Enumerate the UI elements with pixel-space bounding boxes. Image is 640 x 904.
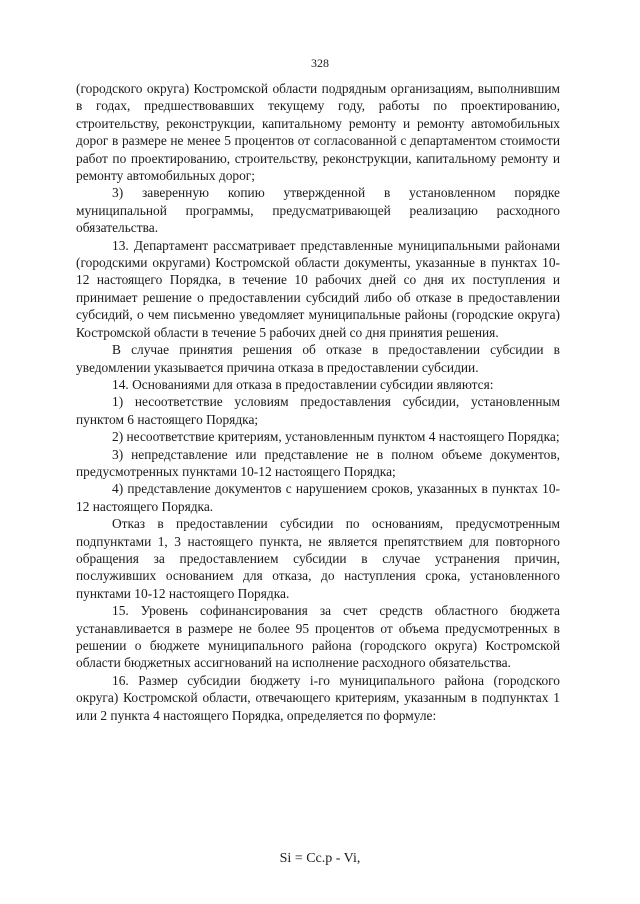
subsidy-formula: Si = Cc.p - Vi,: [279, 851, 361, 866]
paragraph-refusal-notice: В случае принятия решения об отказе в предоставлении субсидии в уведомлении указывается причина отказа в предоставлении субсидии.: [76, 342, 560, 375]
page-number: 328: [311, 56, 329, 70]
paragraph-clause-13: 13. Департамент рассматривает представленные муниципальными районами (городскими округами) Костромской области документы, указанные в пунктах 10-12 настоящего Порядка, в течение 10 рабочих дней со дня их поступления и принимает решение о предоставлении субсидий либо об отказе в предоставлении субсидий, о чем письменно уведомляет муниципальные районы (городские округа) Костромской области в течение 5 рабочих дней со дня принятия решения.: [76, 237, 560, 340]
paragraph-ground-2: 2) несоответствие критериям, установленным пунктом 4 настоящего Порядка;: [112, 429, 560, 445]
paragraph-ground-3: 3) непредставление или представление не в полном объеме документов, предусмотренных пунктами 10-12 настоящего Порядка;: [76, 446, 560, 479]
paragraph-ground-4: 4) представление документов с нарушением сроков, указанных в пунктах 10-12 настоящего Порядка.: [76, 481, 560, 514]
paragraph-intro-continuation: (городского округа) Костромской области подрядным организациям, выполнившим в годах, предшествовавших текущему году, работы по проектированию, строительству, реконструкции, капитальному ремонту и ремонту автомобильных дорог в размере не менее 5 процентов от согласованной с департаментом стоимости работ по проектированию, строительству, реконструкции, капитальному ремонту и ремонту автомобильных дорог;: [76, 81, 560, 184]
paragraph-clause-14: 14. Основаниями для отказа в предоставлении субсидии являются:: [112, 376, 494, 392]
paragraph-ground-1: 1) несоответствие условиям предоставления субсидии, установленным пунктом 6 настоящего Порядка;: [76, 394, 560, 427]
document-body: [76, 80, 560, 724]
paragraph-clause-15: 15. Уровень софинансирования за счет средств областного бюджета устанавливается в размере не более 95 процентов от объема предусмотренных в решении о бюджете муниципального района (городского округа) Костромской области бюджетных ассигнований на исполнение расходного обязательства.: [76, 603, 560, 671]
paragraph-item-3-program-copy: 3) заверенную копию утвержденной в установленном порядке муниципальной программы, предусматривающей реализацию расходного обязательства.: [76, 185, 560, 236]
paragraph-clause-16: 16. Размер субсидии бюджету i-го муниципального района (городского округа) Костромской области, отвечающего критериям, указанным в подпунктах 1 или 2 пункта 4 настоящего Порядка, определяется по формуле:: [76, 672, 560, 723]
paragraph-reapplication: Отказ в предоставлении субсидии по основаниям, предусмотренным подпунктами 1, 3 настоящего пункта, не является препятствием для повторного обращения за предоставлением субсидии в случае устранения причин, послуживших основанием для отказа, до наступления срока, установленного пунктами 10-12 настоящего Порядка.: [76, 516, 560, 601]
